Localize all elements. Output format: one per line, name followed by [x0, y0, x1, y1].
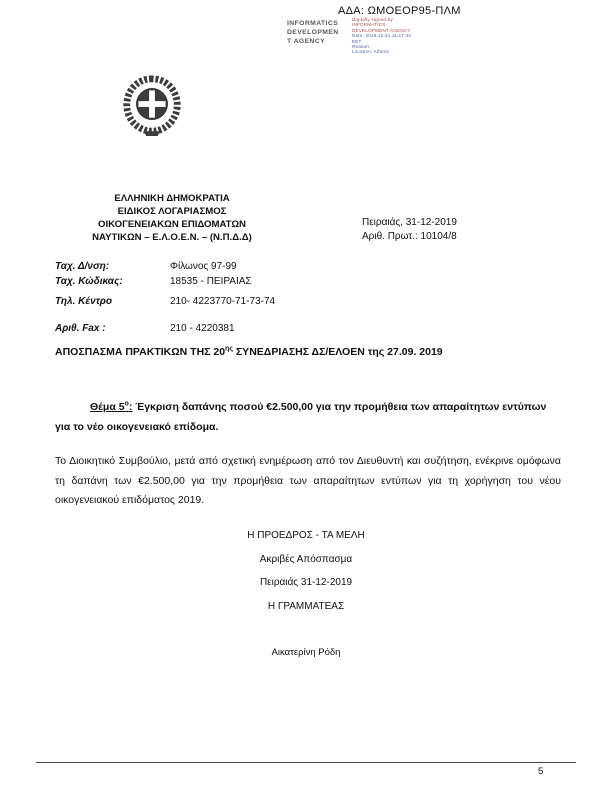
signature-detail-line: Digitally signed by [352, 17, 393, 22]
ada-code: ΑΔΑ: ΩΜΟΕΟΡ95-ΠΛΜ [338, 5, 461, 17]
fax-label: Αριθ. Fax : [55, 323, 106, 334]
signature-detail-line: DEVELOPMENT AGENCY [352, 27, 411, 33]
city-date: Πειραιάς, 31-12-2019 [362, 217, 457, 228]
subject-ordinal-suffix: ο [124, 400, 129, 408]
closing-city-date: Πειραιάς 31-12-2019 [259, 577, 353, 588]
protocol-number: Αριθ. Πρωτ.: 10104/8 [362, 231, 457, 242]
address-value: Φίλωνος 97-99 [170, 261, 237, 272]
footer-divider [36, 762, 576, 763]
org-line: ΝΑΥΤΙΚΩΝ – Ε.Λ.Ο.Ε.Ν. – (Ν.Π.Δ.Δ) [92, 232, 252, 243]
signature-detail-line: EET [352, 38, 362, 44]
signature-detail-line: Reason: [352, 44, 371, 50]
closing-secretary-title: Η ΓΡΑΜΜΑΤΕΑΣ [267, 601, 345, 612]
subject-text: Έγκριση δαπάνης ποσού €2.500,00 για την προμήθεια των απαραίτητων εντύπων για το νέο οικογενειακό επίδομα. [55, 401, 547, 433]
phone-label: Τηλ. Κέντρο [55, 296, 112, 307]
closing-president-members: Η ΠΡΟΕΔΡΟΣ - ΤΑ ΜΕΛΗ [247, 530, 365, 541]
signature-agency-line: T AGENCY [287, 38, 326, 45]
signature-detail-line: Location: Athens [352, 49, 390, 55]
signature-detail-line: Date: 2019.12.31 11:17:44 [352, 33, 412, 39]
subject-paragraph [55, 397, 557, 437]
fax-value: 210 - 4220381 [170, 323, 235, 334]
digital-signature-details [352, 17, 411, 55]
signature-agency-line: INFORMATICS [287, 20, 339, 27]
page-number: 5 [538, 766, 544, 777]
org-line: ΟΙΚΟΓΕΝΕΙΑΚΩΝ ΕΠΙΔΟΜΑΤΩΝ [98, 219, 246, 230]
digital-signature-agency [287, 19, 339, 46]
signature-detail-line: INFORMATICS [352, 22, 386, 28]
body-paragraph: Το Διοικητικό Συμβούλιο, μετά από σχετική ενημέρωση από τον Διευθυντή και συζήτηση, ενέκρινε ομόφωνα τη δαπάνη των €2.500,00 για την προμήθεια των απαραίτητων εντύπων για τη χορήγηση του νέου οικογενειακού επιδόματος 2019. [55, 455, 561, 506]
closing-certified-copy: Ακριβές Απόσπασμα [259, 554, 353, 565]
postcode-label: Ταχ. Κώδικας: [55, 276, 123, 287]
phone-value: 210- 4223770-71-73-74 [170, 296, 276, 307]
signature-agency-line: DEVELOPMEN [287, 29, 339, 36]
title-text: ΣΥΝΕΔΡΙΑΣΗΣ ΔΣ/ΕΛΟΕΝ της 27.09. 2019 [232, 346, 443, 358]
document-title [55, 346, 575, 358]
org-line: ΕΛΛΗΝΙΚΗ ΔΗΜΟΚΡΑΤΙΑ [114, 193, 230, 204]
postcode-value: 18535 - ΠΕΙΡΑΙΑΣ [170, 276, 252, 287]
title-ordinal-suffix: ης [225, 345, 233, 353]
org-line: ΕΙΔΙΚΟΣ ΛΟΓΑΡΙΑΣΜΟΣ [117, 206, 227, 217]
date-protocol-block [362, 216, 457, 244]
subject-label: Θέμα $5^o$: [90, 400, 133, 413]
closing-secretary-name: Αικατερίνη Ρόδη [271, 647, 341, 658]
title-text: ΑΠΟΣΠΑΣΜΑ ΠΡΑΚΤΙΚΩΝ ΤΗΣ 20 [55, 346, 226, 358]
organization-header [38, 192, 306, 244]
greek-coat-of-arms-icon [118, 72, 186, 138]
address-label: Ταχ. Δ/νση: [55, 261, 110, 272]
